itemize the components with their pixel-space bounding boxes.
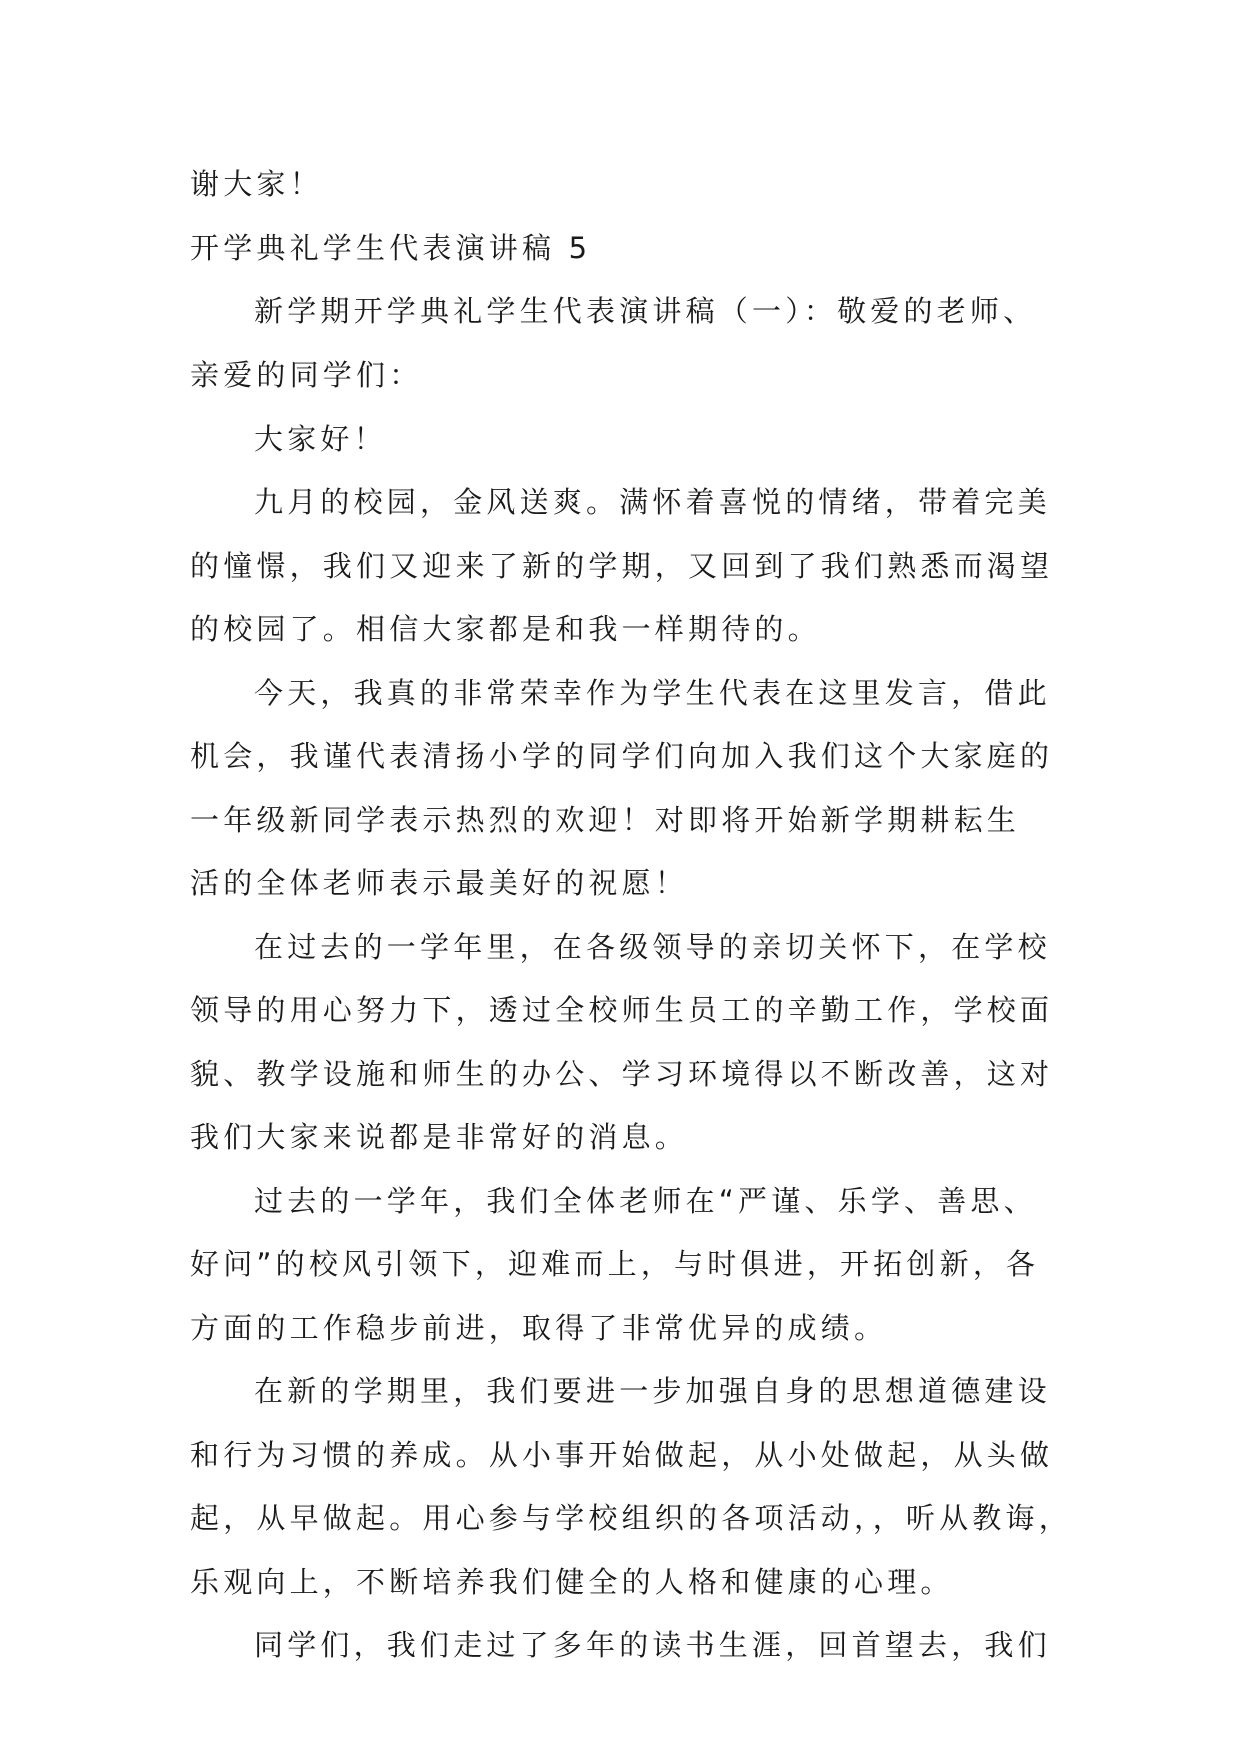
text-line: 好问”的校风引领下，迎难而上，与时俱进，开拓创新，各 (190, 1247, 1040, 1281)
text-line: 起，从早做起。用心参与学校组织的各项活动，，听从教诲， (190, 1501, 1072, 1535)
text-line: 机会，我谨代表清扬小学的同学们向加入我们这个大家庭的 (190, 739, 1054, 773)
text-line: 同学们，我们走过了多年的读书生涯，回首望去，我们 (254, 1628, 1051, 1662)
text-line: 活的全体老师表示最美好的祝愿！ (190, 866, 689, 900)
text-line: 九月的校园，金风送爽。满怀着喜悦的情绪，带着完美 (254, 485, 1051, 519)
text-line: 过去的一学年，我们全体老师在“严谨、乐学、善思、 (254, 1184, 1037, 1218)
text-line: 今天，我真的非常荣幸作为学生代表在这里发言，借此 (254, 676, 1051, 710)
text-line: 在过去的一学年里，在各级领导的亲切关怀下，在学校 (254, 930, 1051, 964)
section-heading: 开学典礼学生代表演讲稿 5 (190, 231, 592, 265)
text-line: 在新的学期里，我们要进一步加强自身的思想道德建设 (254, 1374, 1051, 1408)
text-line: 新学期开学典礼学生代表演讲稿（一）：敬爱的老师、 (254, 294, 1037, 328)
text-line: 方面的工作稳步前进，取得了非常优异的成绩。 (190, 1311, 888, 1345)
text-line: 貌、教学设施和师生的办公、学习环境得以不断改善，这对 (190, 1057, 1054, 1091)
text-line: 和行为习惯的养成。从小事开始做起，从小处做起，从头做 (190, 1438, 1054, 1472)
text-line: 的校园了。相信大家都是和我一样期待的。 (190, 612, 821, 646)
text-line: 谢大家！ (190, 167, 323, 201)
text-line: 领导的用心努力下，透过全校师生员工的辛勤工作，学校面 (190, 993, 1054, 1027)
text-line: 的憧憬，我们又迎来了新的学期，又回到了我们熟悉而渴望 (190, 549, 1054, 583)
text-line: 大家好！ (254, 422, 387, 456)
text-line: 亲爱的同学们： (190, 358, 423, 392)
text-line: 乐观向上，不断培养我们健全的人格和健康的心理。 (190, 1565, 954, 1599)
text-line: 我们大家来说都是非常好的消息。 (190, 1120, 689, 1154)
text-line: 一年级新同学表示热烈的欢迎！对即将开始新学期耕耘生 (190, 803, 1021, 837)
